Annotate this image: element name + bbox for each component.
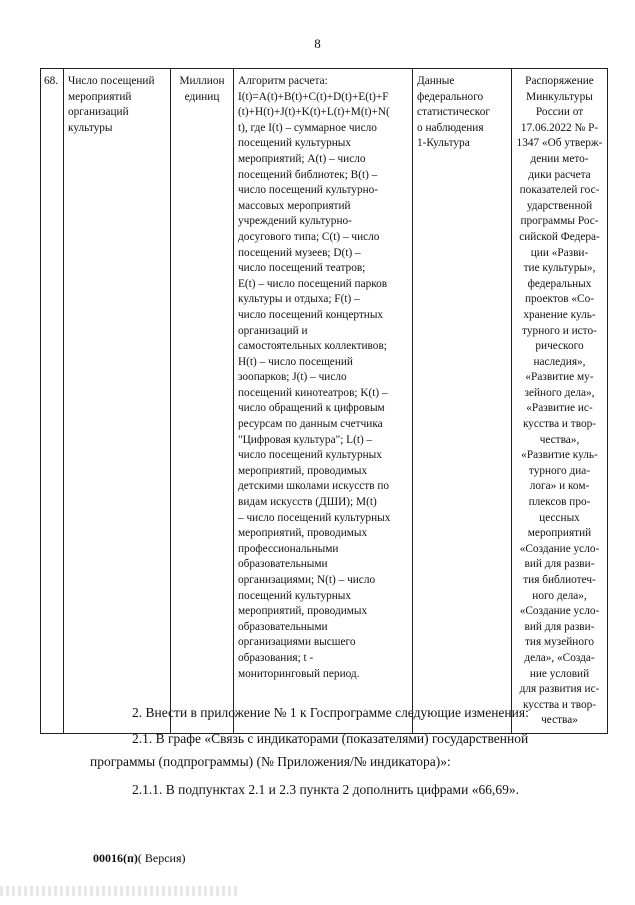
algorithm-line: мероприятий, проводимых	[238, 464, 368, 477]
paragraph-2-1: 2.1. В графе «Связь с индикаторами (показателями) государственной	[132, 731, 529, 746]
algorithm-line: мероприятий; A(t) – число	[238, 152, 366, 165]
table-row	[41, 69, 608, 734]
algorithm-line: E(t) – число посещений парков	[238, 277, 388, 290]
algorithm-line: мероприятий, проводимых	[238, 527, 368, 540]
indicator-name-cell	[64, 69, 171, 734]
indicator-name-line: Число посещений	[68, 75, 155, 87]
data-source-line: 1-Культура	[417, 137, 470, 150]
algorithm-line: посещений музеев; D(t) –	[238, 246, 361, 259]
methodology-document-line: ции «Разви-	[530, 246, 589, 259]
algorithm-line: самостоятельных коллективов;	[238, 340, 387, 353]
methodology-document-line: программы Рос-	[520, 215, 599, 228]
methodology-document-line: чества»	[541, 714, 578, 727]
unit-line: Миллион	[179, 75, 225, 87]
algorithm-line: зоопарков; J(t) – число	[238, 371, 347, 384]
methodology-document-line: кусства и твор-	[522, 418, 597, 431]
data-source-cell	[413, 69, 512, 734]
algorithm-line: видам искусств (ДШИ); M(t)	[238, 496, 377, 509]
algorithm-line: – число посещений культурных	[238, 511, 391, 524]
algorithm-line: досугового типа; C(t) – число	[238, 230, 380, 243]
methodology-document-line: 17.06.2022 № Р-	[520, 121, 599, 134]
algorithm-line: образовательными	[238, 558, 328, 571]
algorithm-line: Алгоритм расчета:	[238, 75, 328, 87]
unit-cell	[171, 69, 234, 734]
paragraph-2-1-continued: программы (подпрограммы) (№ Приложения/№ индикатора)»:	[90, 754, 451, 769]
methodology-document-line: «Создание усло-	[519, 605, 600, 618]
methodology-document-line: тие культуры»,	[523, 262, 596, 275]
data-source-line: Данные	[417, 75, 455, 87]
methodology-document-line: вий для разви-	[524, 558, 595, 571]
algorithm-line: ресурсам по данным счетчика	[238, 418, 383, 431]
methodology-document-line: дении мето-	[530, 152, 589, 165]
methodology-document-line: для развития ис-	[519, 683, 600, 696]
methodology-document-line: «Развитие ис-	[526, 402, 593, 415]
algorithm-line: число посещений театров;	[238, 262, 366, 275]
algorithm-line: "Цифровая культура"; L(t) –	[238, 433, 373, 446]
row-number-cell	[41, 69, 64, 734]
algorithm-line: число посещений культурных	[238, 449, 382, 462]
data-source-line: федерального	[417, 90, 484, 103]
data-source-line: о наблюдения	[417, 121, 484, 134]
methodology-document-line: наследия»,	[533, 355, 586, 368]
methodology-document-line: 1347 «Об утверж-	[516, 137, 603, 150]
algorithm-line: посещений библиотек; B(t) –	[238, 168, 378, 181]
methodology-document-line: мероприятий	[527, 527, 592, 540]
methodology-document-line: «Развитие куль-	[521, 449, 598, 462]
algorithm-line: образования; t -	[238, 651, 314, 664]
data-source-line: статистическог	[417, 106, 490, 119]
document-footer	[93, 851, 186, 866]
methodology-document-line: проектов «Со-	[524, 293, 595, 306]
algorithm-line: образовательными	[238, 620, 328, 633]
methodology-document-line: тия музейного	[524, 636, 595, 649]
algorithm-line: t), где I(t) – суммарное число	[238, 121, 377, 134]
algorithm-line: число посещений культурно-	[238, 184, 379, 197]
methodology-document-line: плексов про-	[528, 496, 591, 509]
methodology-document-line: вий для разви-	[524, 620, 595, 633]
document-version: ( Версия)	[137, 851, 186, 865]
methodology-document-line: «Развитие му-	[525, 371, 594, 384]
algorithm-line: (t)+H(t)+J(t)+K(t)+L(t)+M(t)+N(	[238, 106, 390, 119]
methodology-document-line: лога» и ком-	[529, 480, 590, 493]
methodology-document-line: Распоряжение	[525, 75, 594, 87]
methodology-document-line: рического	[535, 340, 584, 353]
methodology-document-line: чества»,	[539, 433, 580, 446]
algorithm-line: учреждений культурно-	[238, 215, 352, 228]
paragraph-2: 2. Внести в приложение № 1 к Госпрограмме следующие изменения:	[132, 705, 529, 720]
algorithm-line: число посещений концертных	[238, 308, 384, 321]
algorithm-line: профессиональными	[238, 542, 339, 555]
algorithm-line: посещений культурных	[238, 589, 352, 602]
algorithm-line: число обращений к цифровым	[238, 402, 385, 415]
algorithm-line: детскими школами искусств по	[238, 480, 390, 493]
indicator-table	[40, 68, 608, 734]
methodology-document-line: показателей гос-	[519, 184, 600, 197]
methodology-document-line: сийской Федера-	[519, 230, 600, 243]
unit-line: единиц	[184, 90, 220, 103]
algorithm-cell	[234, 69, 413, 734]
methodology-document-line: России от	[535, 106, 584, 119]
algorithm-line: организаций и	[238, 324, 308, 337]
methodology-document-line: зейного дела»,	[524, 386, 595, 399]
methodology-document-line: хранение куль-	[523, 308, 596, 321]
methodology-document-cell	[512, 69, 608, 734]
algorithm-line: посещений кинотеатров; K(t) –	[238, 386, 388, 399]
algorithm-line: мониторинговый период.	[238, 667, 360, 680]
algorithm-line: посещений культурных	[238, 137, 352, 150]
indicator-name-line: мероприятий	[68, 90, 132, 103]
page-number: 8	[314, 36, 321, 51]
algorithm-line: I(t)=A(t)+B(t)+C(t)+D(t)+E(t)+F	[238, 90, 389, 103]
methodology-document-line: федеральных	[527, 277, 592, 290]
algorithm-line: культуры и отдыха; F(t) –	[238, 293, 360, 306]
methodology-document-line: тия библиотеч-	[523, 574, 596, 586]
methodology-document-line: дела», «Созда-	[524, 651, 595, 664]
methodology-document-line: турного и исто-	[522, 324, 597, 337]
row-number: 68.	[44, 75, 59, 87]
paragraph-2-1-1: 2.1.1. В подпунктах 2.1 и 2.3 пункта 2 дополнить цифрами «66,69».	[132, 782, 519, 797]
methodology-document-line: турного диа-	[528, 464, 591, 477]
methodology-document-line: ного дела»,	[532, 589, 587, 602]
algorithm-line: организациями; N(t) – число	[238, 574, 376, 586]
indicator-name-line: организаций	[68, 106, 129, 119]
scan-artifact	[0, 886, 240, 896]
algorithm-line: мероприятий, проводимых	[238, 605, 368, 618]
document-code: 00016(п)	[93, 851, 138, 865]
methodology-document-line: ударственной	[526, 199, 593, 212]
methodology-document-line: дики расчета	[528, 168, 591, 181]
indicator-name-line: культуры	[68, 121, 113, 134]
methodology-document-line: «Создание усло-	[519, 542, 600, 555]
methodology-document-line: цессных	[539, 511, 580, 524]
methodology-document-line: ние условий	[529, 667, 590, 680]
methodology-document-line: Минкультуры	[526, 90, 593, 103]
algorithm-line: массовых мероприятий	[238, 199, 351, 212]
methodology-document-line: кусства и твор-	[522, 698, 597, 711]
algorithm-line: H(t) – число посещений	[238, 355, 353, 368]
algorithm-line: организациями высшего	[238, 636, 356, 649]
